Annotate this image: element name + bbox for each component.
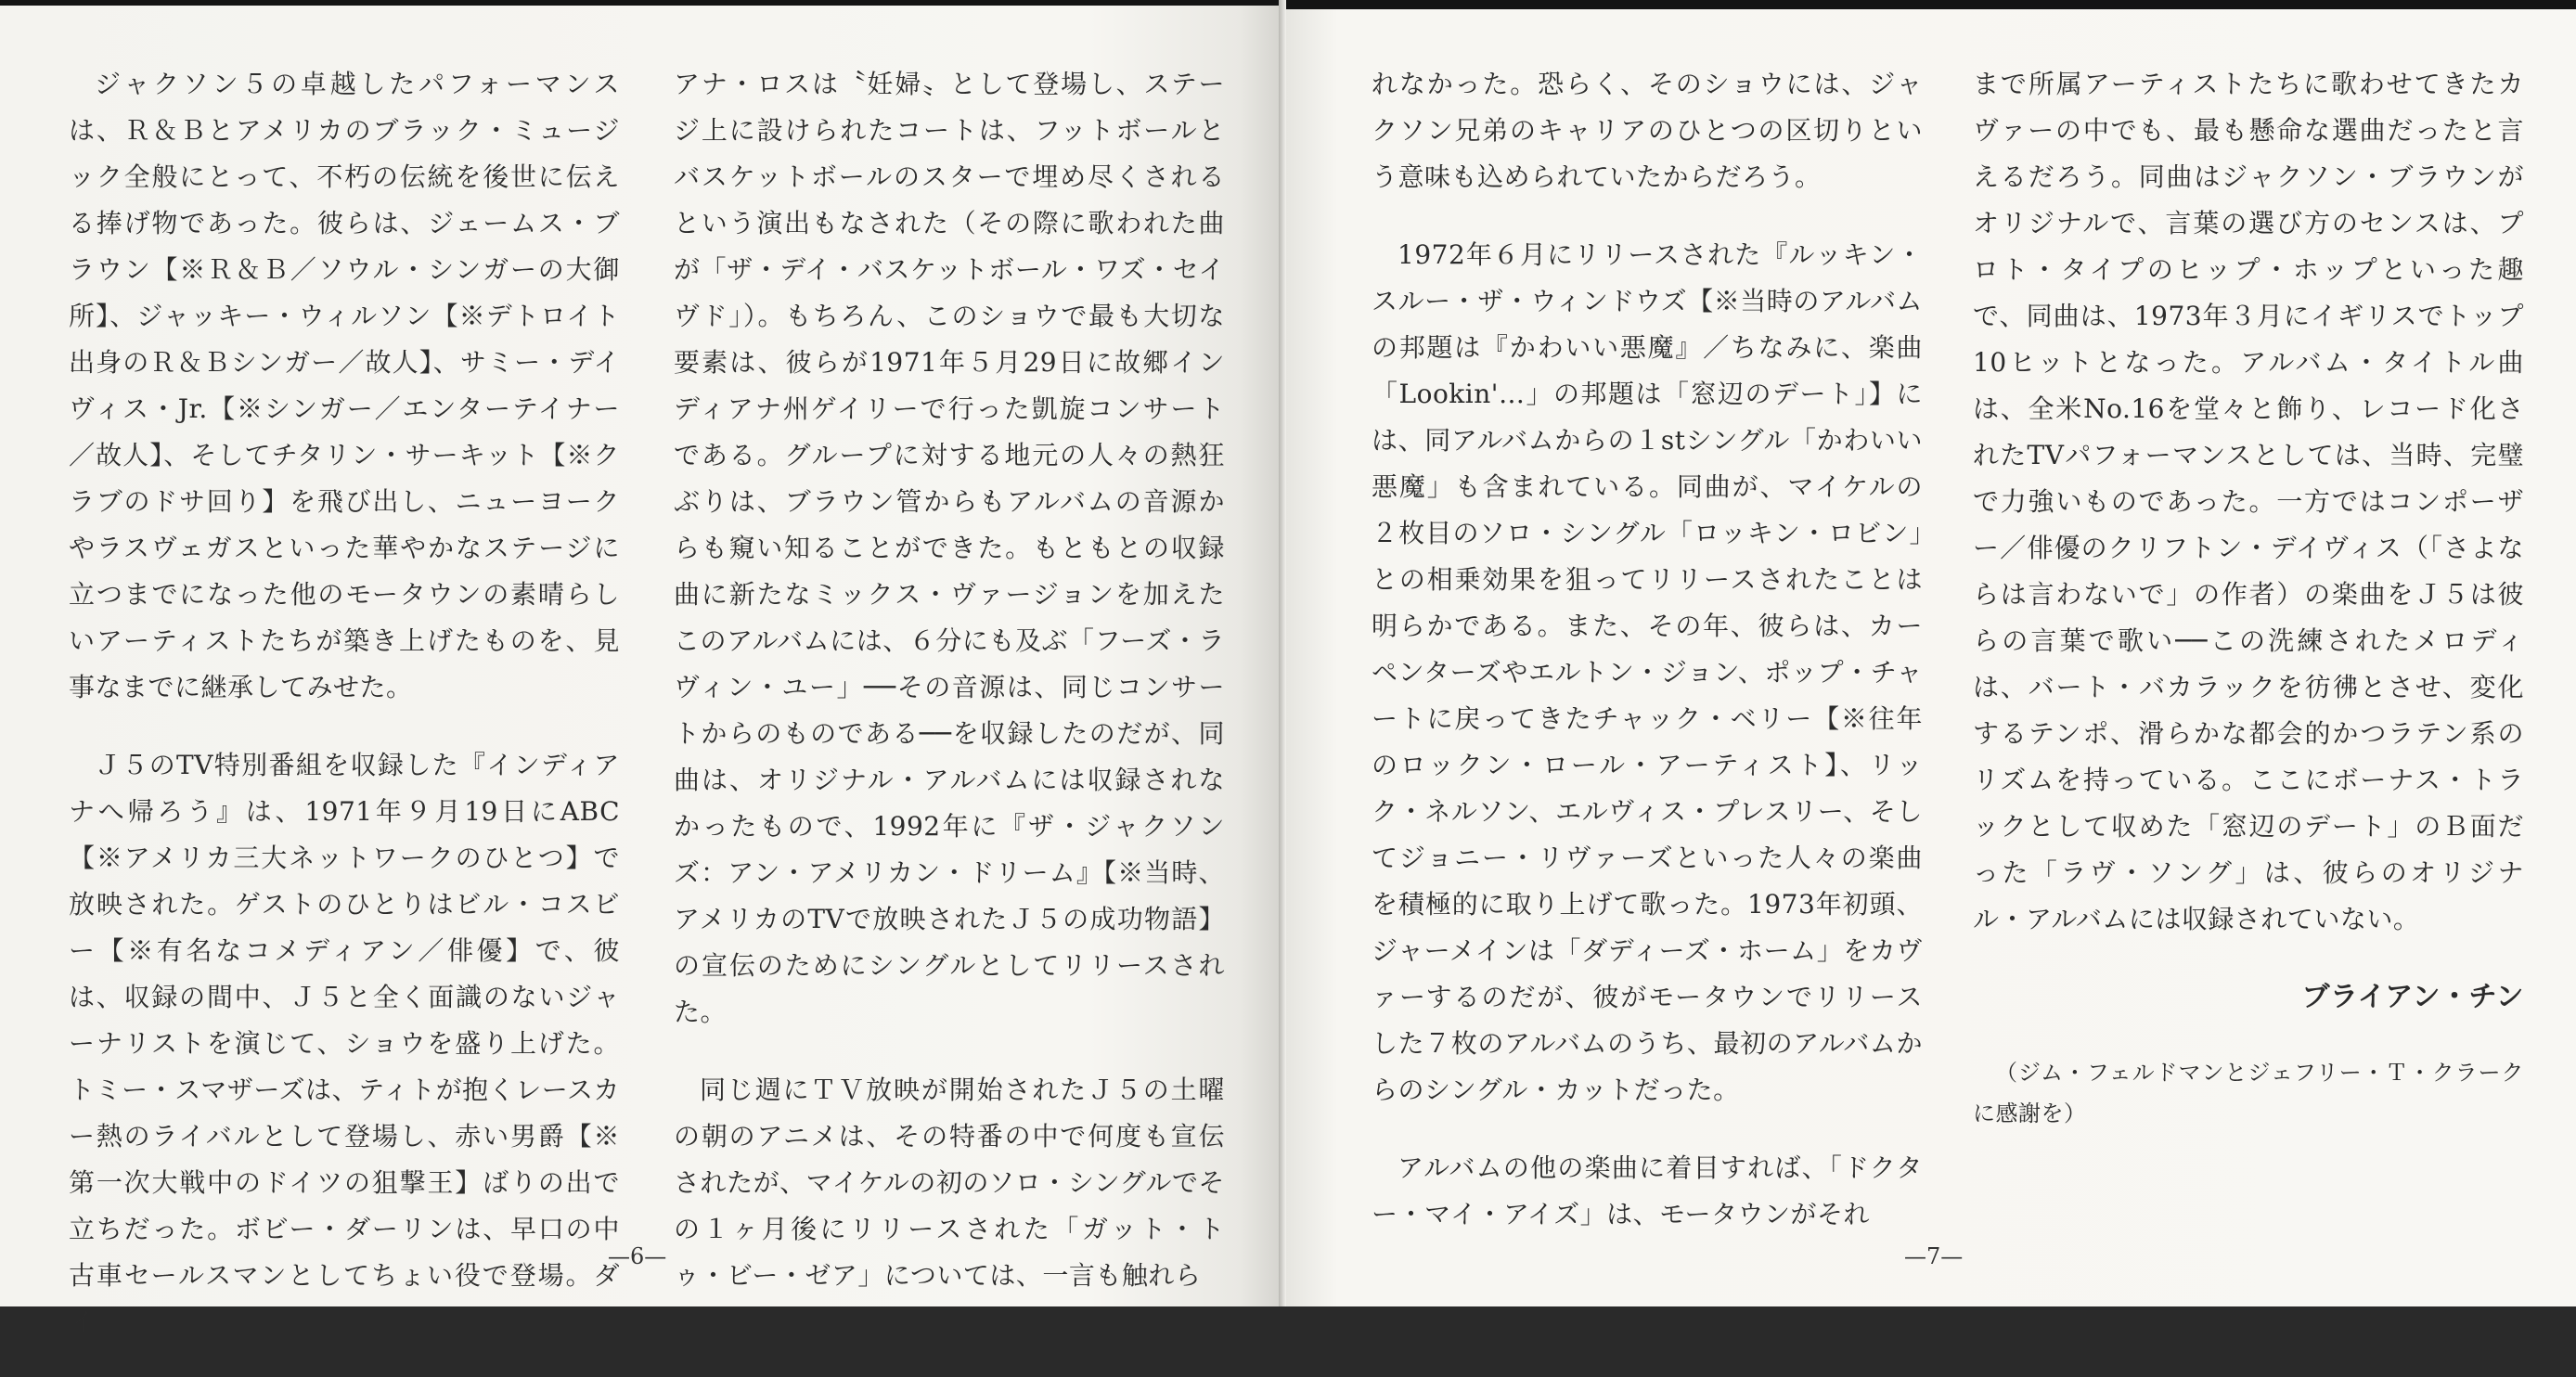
paragraph: アナ・ロスは〝妊婦〟として登場し、ステージ上に設けられたコートは、フットボールとバスケットボールのスターで埋め尽くされるという演出もなされた（その際に歌われた曲が「ザ・デイ・バスケットボール・ワズ・セイヴド」）。もちろん、このショウで最も大切な要素は、彼らが1971年５月29日に故郷インディアナ州ゲイリーで行った凱旋コンサートである。グループに対する地元の人々の熱狂ぶりは、ブラウン管からもアルバムの音源からも窺い知ることができた。もともとの収録曲に新たなミックス・ヴァージョンを加えたこのアルバムには、６分にも及ぶ「フーズ・ラヴィン・ユー」──その音源は、同じコンサートからのものである──を収録したのだが、同曲は、オリジナル・アルバムには収録されなかったもので、1992年に『ザ・ジャクソンズ：アン・アメリカン・ドリーム』【※当時、アメリカのTVで放映されたＪ５の成功物語】の宣伝のためにシングルとしてリリースされた。 [674,69,1225,1027]
left-column-2 [674,61,1225,1331]
paragraph: Ｊ５のTV特別番組を収録した『インディアナへ帰ろう』は、1971年９月19日にABC【※アメリカ三大ネットワークのひとつ】で放映された。ゲストのひとりはビル・コスビー【※有名なコメディアン／俳優】で、彼は、収録の間中、Ｊ５と全く面識のないジャーナリストを演じて、ショウを盛り上げた。トミー・スマザーズは、ティトが抱くレースカー熱のライバルとして登場し、赤い男爵【※第一次大戦中のドイツの狙撃王】ばりの出で立ちだった。ボビー・ダーリンは、早口の中古車セールスマンとしてちょい役で登場。ダイ [69,750,620,1337]
paragraph: まで所属アーティストたちに歌わせてきたカヴァーの中でも、最も懸命な選曲だったと言えるだろう。同曲はジャクソン・ブラウンがオリジナルで、言葉の選び方のセンスは、プロト・タイプのヒップ・ホップといった趣で、同曲は、1973年３月にイギリスでトップ10ヒットとなった。アルバム・タイトル曲は、全米No.16を堂々と飾り、レコード化されたTVパフォーマンスとしては、当時、完璧で力強いものであった。一方ではコンポーザー／俳優のクリフトン・デイヴィス（「さよならは言わないで」の作者）の楽曲をＪ５は彼らの言葉で歌い──この洗練されたメロディは、バート・バカラックを彷彿とさせ、変化するテンポ、滑らかな都会的かつラテン系のリズムを持っている。ここにボーナス・トラックとして収めた「窓辺のデート」のＢ面だった「ラヴ・ソング」は、彼らのオリジナル・アルバムには収録されていない。 [1973,69,2524,934]
right-column-1 [1372,61,1923,1269]
page-number: —7— [1904,1243,1964,1269]
paragraph: 1972年６月にリリースされた『ルッキン・スルー・ザ・ウィンドウズ【※当時のアルバムの邦題は『かわいい悪魔』／ちなみに、楽曲「Lookin'…」の邦題は「窓辺のデート」】には、同アルバムからの１stシングル「かわいい悪魔」も含まれている。同曲が、マイケルの２枚目のソロ・シングル「ロッキン・ロビン」との相乗効果を狙ってリリースされたことは明らかである。また、その年、彼らは、カーペンターズやエルトン・ジョン、ポップ・チャートに戻ってきたチャック・ベリー【※往年のロックン・ロール・アーティスト】、リック・ネルソン、エルヴィス・プレスリー、そしてジョニー・リヴァーズといった人々の楽曲を積極的に取り上げて歌った。1973年初頭、ジャーメインは「ダディーズ・ホーム」をカヴァーするのだが、彼がモータウンでリリースした７枚のアルバムのうち、最初のアルバムからのシングル・カットだった。 [1372,239,1923,1105]
author-signature: ブライアン・チン [2301,981,2524,1013]
paragraph: アルバムの他の楽曲に着目すれば、「ドクター・マイ・アイズ」は、モータウンがそれ [1372,1152,1923,1229]
scan-edge [1286,0,2576,9]
right-page [1286,0,2576,1306]
page-number: —6— [608,1243,667,1269]
acknowledgement: （ジム・フェルドマンとジェフリー・Ｔ・クラークに感謝を） [1973,1060,2524,1126]
paragraph: ジャクソン５の卓越したパフォーマンスは、Ｒ＆Ｂとアメリカのブラック・ミュージック全般にとって、不朽の伝統を後世に伝える捧げ物であった。彼らは、ジェームス・ブラウン【※Ｒ＆Ｂ／ソウル・シンガーの大御所】、ジャッキー・ウィルソン【※デトロイト出身のＲ＆Ｂシンガー／故人】、サミー・デイヴィス・Jr.【※シンガー／エンターテイナー／故人】、そしてチタリン・サーキット【※クラブのドサ回り】を飛び出し、ニューヨークやラスヴェガスといった華やかなステージに立つまでになった他のモータウンの素晴らしいアーティストたちが築き上げたものを、見事なまでに継承してみせた。 [69,69,620,702]
scan-edge [0,0,1279,6]
paragraph: れなかった。恐らく、そのショウには、ジャクソン兄弟のキャリアのひとつの区切りという意味も込められていたからだろう。 [1372,69,1923,192]
right-column-2 [1973,61,2524,1165]
paragraph: 同じ週にＴＶ放映が開始されたＪ５の土曜の朝のアニメは、その特番の中で何度も宣伝されたが、マイケルの初のソロ・シングルでその１ヶ月後にリリースされた「ガット・トゥ・ビー・ゼア」については、一言も触れら [674,1075,1225,1291]
left-page [0,0,1279,1337]
book-gutter [1279,0,1286,1306]
left-column-1 [69,61,620,1377]
